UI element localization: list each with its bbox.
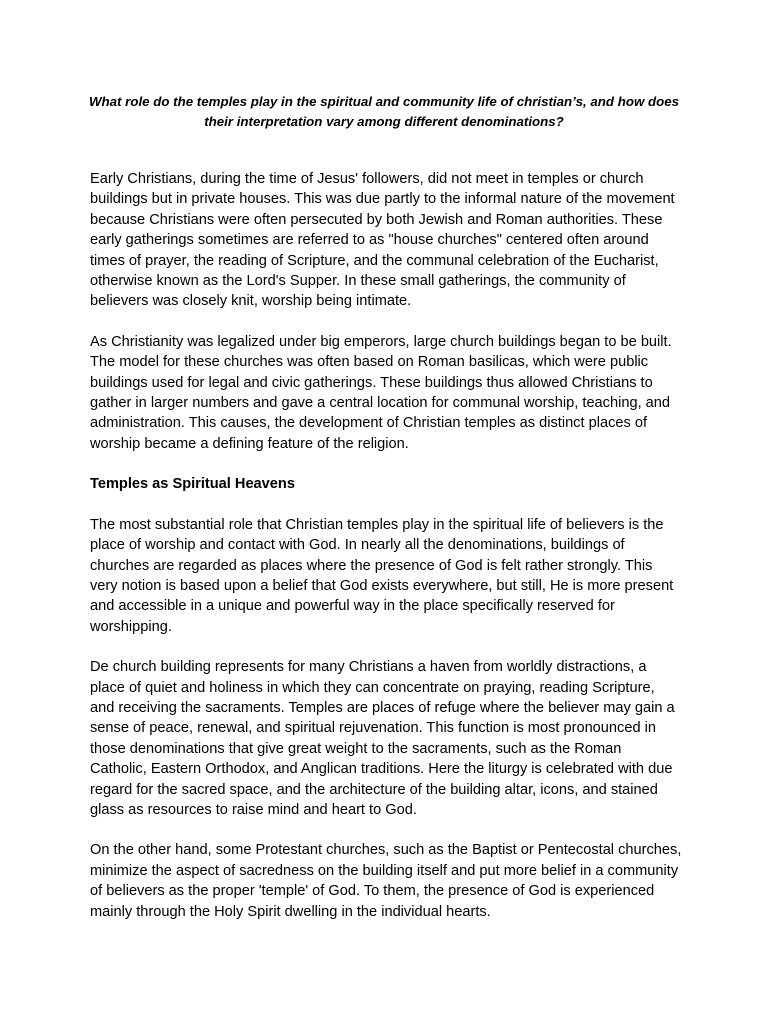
document-title: What role do the temples play in the spiritual and community life of christian’s, and how does their interpretation vary among different denominations? [88, 94, 680, 129]
document-body [90, 169, 682, 942]
paragraph: As Christianity was legalized under big emperors, large church buildings began to be built. The model for these churches was often based on Roman basilicas, which were public buildings used for legal and civic gatherings. These buildings thus allowed Christians to gather in larger numbers and gave a central location for communal worship, teaching, and administration. This causes, the development of Christian temples as distinct places of worship became a defining feature of the religion. [90, 333, 672, 452]
section-heading: Temples as Spiritual Heavens [90, 476, 295, 493]
paragraph: On the other hand, some Protestant churches, such as the Baptist or Pentecostal churches, minimize the aspect of sacredness on the building itself and put more belief in a community of believers as the proper 'temple' of God. To them, the presence of God is experienced mainly through the Holy Spirit dwelling in the individual hearts. [90, 842, 682, 920]
paragraph: The most substantial role that Christian temples play in the spiritual life of believers is the place of worship and contact with God. In nearly all the denominations, buildings of churches are regarded as places where the presence of God is felt rather strongly. This very notion is based upon a belief that God exists everywhere, but still, He is more present and accessible in a unique and powerful way in the place specifically reserved for worshipping. [90, 516, 674, 635]
paragraph: De church building represents for many Christians a haven from worldly distractions, a place of quiet and holiness in which they can concentrate on praying, reading Scripture, and receiving the sacraments. Temples are places of refuge where the believer may gain a sense of peace, renewal, and spiritual rejuvenation. This function is most pronounced in those denominations that give great weight to the sacraments, such as the Roman Catholic, Eastern Orthodox, and Anglican traditions. Here the liturgy is celebrated with due regard for the sacred space, and the architecture of the building altar, icons, and stained glass as resources to raise mind and heart to God. [90, 659, 675, 818]
paragraph: Early Christians, during the time of Jesus' followers, did not meet in temples or church buildings but in private houses. This was due partly to the informal nature of the movement because Christians were often persecuted by both Jewish and Roman authorities. These early gatherings sometimes are referred to as "house churches" centered often around times of prayer, the reading of Scripture, and the communal celebration of the Eucharist, otherwise known as the Lord's Supper. In these small gatherings, the community of believers was closely knit, worship being intimate. [90, 171, 675, 310]
